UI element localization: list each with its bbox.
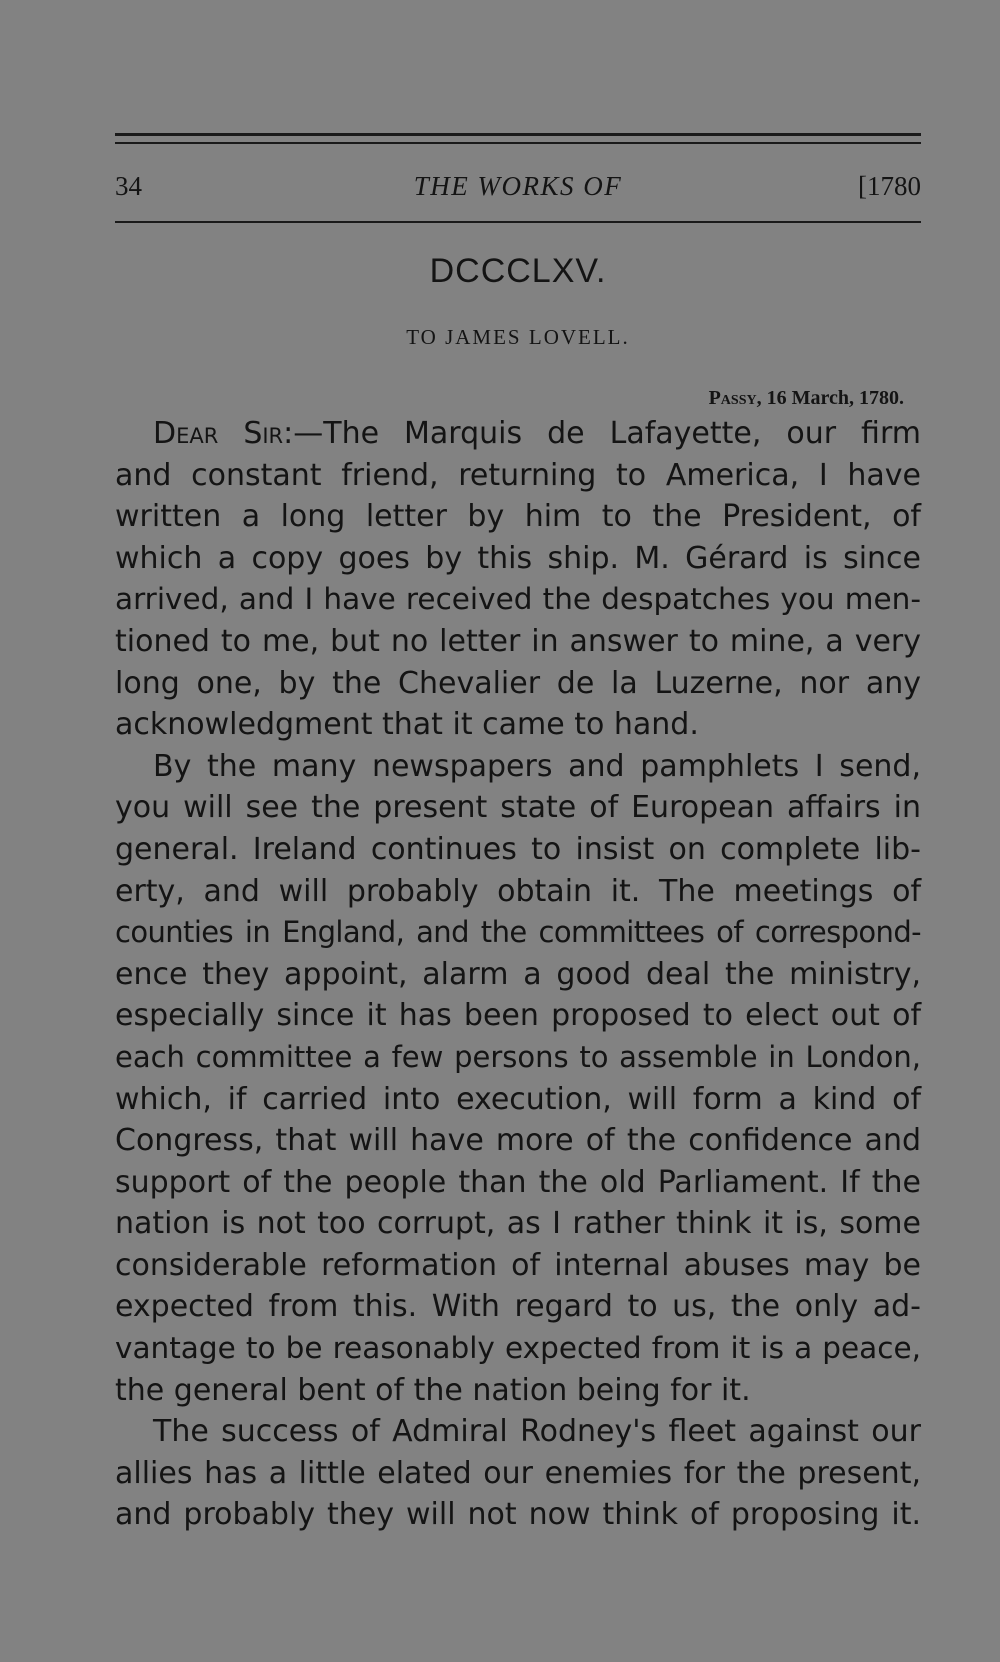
text-line: especially since it has been proposed to elect out of xyxy=(115,998,921,1034)
top-double-rule-upper xyxy=(115,133,921,136)
text-line: vantage to be reasonably expected from it is a peace, xyxy=(115,1331,921,1366)
text-line: and constant friend, returning to America, I have xyxy=(115,457,921,493)
letter-number: DCCCLXV. xyxy=(429,252,607,290)
text-line: support of the people than the old Parliament. If the xyxy=(115,1164,921,1200)
text-line: general. Ireland continues to insist on complete lib- xyxy=(115,831,921,867)
text-line: erty, and will probably obtain it. The meetings of xyxy=(115,873,921,909)
letter-dateline xyxy=(709,384,904,412)
text-line: and probably they will not now think of proposing it. xyxy=(115,1497,921,1533)
letter-body xyxy=(115,413,921,1536)
text-line: acknowledgment that it came to hand. xyxy=(115,707,699,743)
header-rule xyxy=(115,221,921,223)
text-line: the general bent of the nation being for it. xyxy=(115,1372,751,1408)
text-line: allies has a little elated our enemies for the present, xyxy=(115,1455,921,1491)
top-double-rule-lower xyxy=(115,142,921,144)
text-line: counties in England, and the committees of correspond- xyxy=(115,915,921,950)
text-line: By the many newspapers and pamphlets I send, xyxy=(153,748,921,784)
page-number: 34 xyxy=(115,171,142,201)
text-line: you will see the present state of European affairs in xyxy=(115,790,921,826)
running-year: [1780 xyxy=(858,171,921,201)
text-line: nation is not too corrupt, as I rather think it is, some xyxy=(115,1206,921,1242)
text-line: expected from this. With regard to us, the only ad- xyxy=(115,1289,921,1325)
letter-recipient: TO JAMES LOVELL. xyxy=(406,325,630,349)
text-line xyxy=(115,413,921,455)
text-line-content: :—The Marquis de Lafayette, our firm xyxy=(283,416,921,451)
text-line: arrived, and I have received the despatches you men- xyxy=(115,582,921,617)
dateline-date: 16 March, 1780. xyxy=(766,387,904,409)
salutation: Dear Sir xyxy=(153,416,284,451)
text-line: The success of Admiral Rodney's fleet against our xyxy=(153,1414,921,1450)
running-head xyxy=(115,166,921,206)
running-title: THE WORKS OF xyxy=(413,171,623,201)
text-line: ence they appoint, alarm a good deal the ministry, xyxy=(115,956,921,992)
book-page xyxy=(115,0,921,1662)
text-line: considerable reformation of internal abuses may be xyxy=(115,1247,921,1283)
text-line: each committee a few persons to assemble in London, xyxy=(115,1039,921,1074)
text-line: Congress, that will have more of the confidence and xyxy=(115,1123,921,1159)
text-line: which, if carried into execution, will form a kind of xyxy=(115,1081,921,1117)
text-line: which a copy goes by this ship. M. Gérard is since xyxy=(115,540,921,576)
dateline-place: Passy, xyxy=(708,387,762,409)
text-line: written a long letter by him to the President, of xyxy=(115,499,921,535)
text-line: tioned to me, but no letter in answer to mine, a very xyxy=(115,623,921,659)
text-line: long one, by the Chevalier de la Luzerne, nor any xyxy=(115,665,921,701)
